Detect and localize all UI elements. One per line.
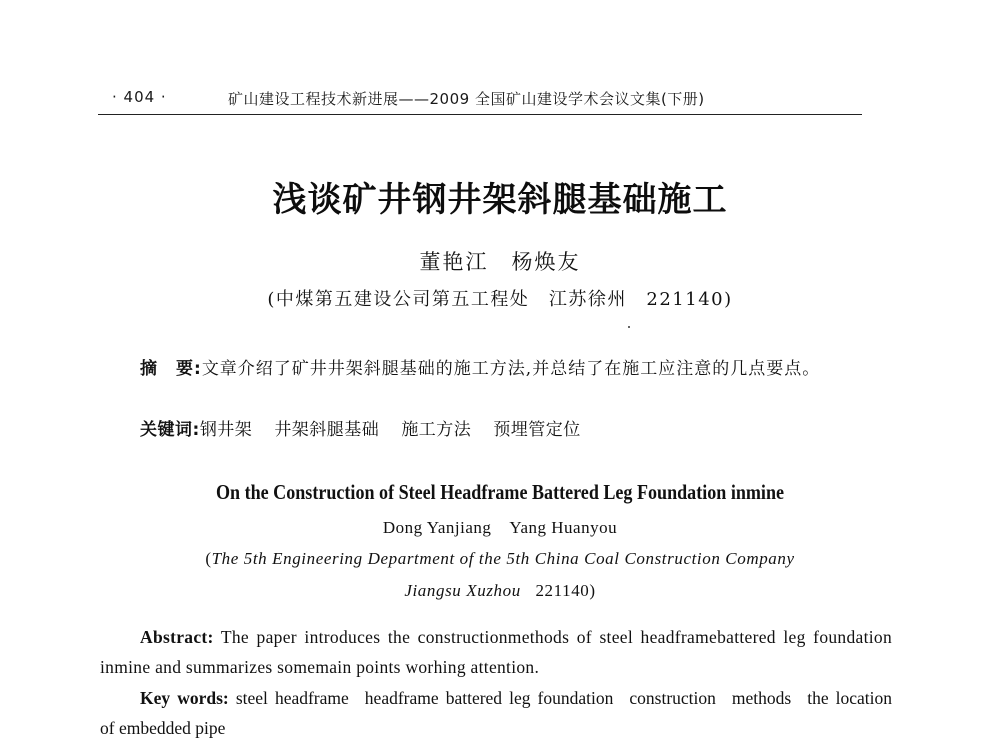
author-en: Yang Huanyou — [509, 518, 618, 537]
keyword-en-item: methods — [731, 688, 792, 708]
keyword-en-item: construction — [629, 688, 716, 708]
authors-en — [0, 518, 1000, 538]
affiliation-open-paren: ( — [205, 549, 212, 568]
keyword-en-item: headframe battered leg foundation — [364, 688, 614, 708]
affiliation-cn: (中煤第五建设公司第五工程处 江苏徐州 221140) — [267, 289, 733, 310]
keywords-cn-label: 关键词: — [140, 420, 200, 440]
paper-title-en: On the Construction of Steel Headframe Battered Leg Foundation inmine — [215, 480, 785, 504]
abstract-en — [100, 622, 892, 682]
affiliation-en-line1 — [0, 549, 1000, 569]
journal-title: 矿山建设工程技术新进展——2009 全国矿山建设学术会议文集(下册) — [228, 90, 705, 108]
abstract-cn-text: 文章介绍了矿井井架斜腿基础的施工方法,并总结了在施工应注意的几点要点。 — [201, 359, 821, 379]
abstract-en-text: The paper introduces the constructionmethods of steel headframebattered leg foundation inmine and summarizes somemain points worhing attention. — [100, 627, 893, 677]
keywords-en-label: Key words: — [140, 688, 229, 708]
running-head — [98, 86, 858, 112]
keyword-cn-item: 预埋管定位 — [493, 420, 581, 440]
author-en: Dong Yanjiang — [382, 518, 492, 537]
affiliation-en-postcode: 221140) — [535, 581, 596, 600]
keyword-en-item: steel headframe — [235, 688, 349, 708]
keywords-en — [100, 683, 892, 743]
affiliation-en-org: The 5th Engineering Department of the 5th China Coal Construction Company — [211, 549, 795, 568]
stray-dot — [628, 326, 630, 328]
paper-title-cn: 浅谈矿井钢井架斜腿基础施工 — [272, 180, 728, 220]
abstract-cn — [100, 352, 892, 387]
keyword-cn-item: 井架斜腿基础 — [274, 420, 380, 440]
affiliation-en-city: Jiangsu Xuzhou — [404, 581, 521, 600]
affiliation-en-line2 — [0, 581, 1000, 601]
header-rule — [98, 114, 862, 115]
keyword-cn-item: 施工方法 — [401, 420, 472, 440]
keyword-cn-item: 钢井架 — [199, 420, 253, 440]
page-number: · 404 · — [112, 88, 167, 106]
keywords-cn — [140, 415, 900, 440]
keyword-en-item: the location of embedded pipe — [100, 688, 893, 738]
authors-cn: 董艳江 杨焕友 — [419, 250, 581, 274]
abstract-cn-label: 摘 要: — [140, 359, 202, 379]
abstract-en-label: Abstract: — [140, 627, 214, 647]
